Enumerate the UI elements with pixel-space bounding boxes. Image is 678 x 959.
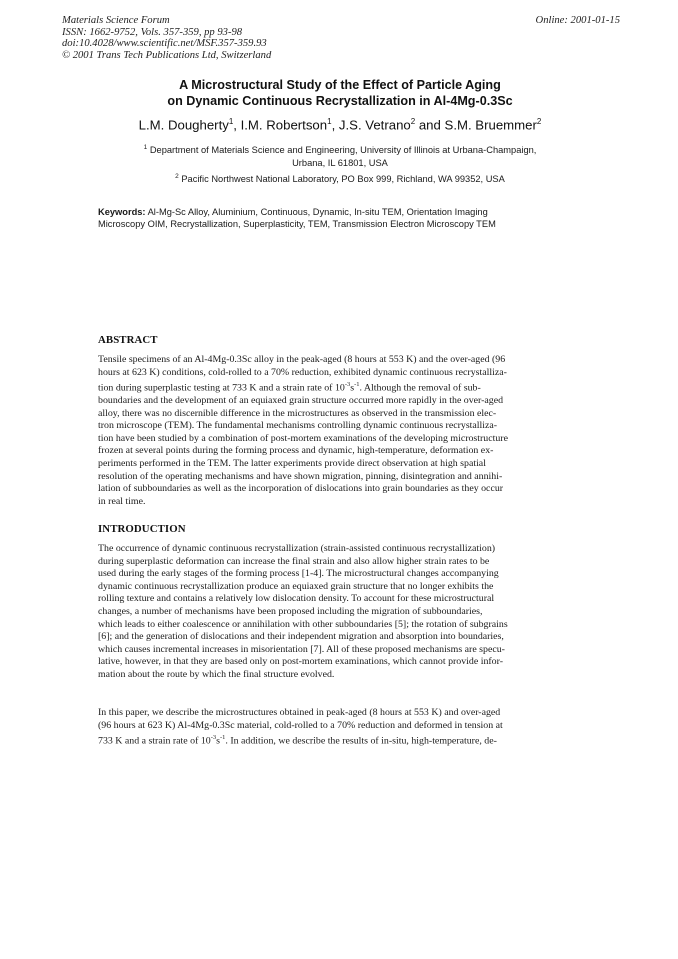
text-line: resolution of the operating mechanisms and have shown migration, pinning, disintegration and annihi-: [98, 470, 503, 482]
text-line: (96 hours at 623 K) Al-4Mg-0.3Sc material, cold-rolled to a 70% reduction and deformed in tension at: [98, 719, 503, 731]
text-line: mation about the route by which the final structure evolved.: [98, 668, 335, 680]
keywords-text: Microscopy OIM, Recrystallization, Superplasticity, TEM, Transmission Electron Microscopy TEM: [98, 219, 496, 230]
affiliation-text: Urbana, IL 61801, USA: [292, 157, 388, 168]
text-line: changes, a number of mechanisms have been proposed including the migration of subboundaries,: [98, 605, 483, 617]
author-separator: and: [415, 117, 445, 133]
text-line: periments performed in the TEM. The latter experiments provide direct observation at high spatial: [98, 458, 486, 470]
author-separator: ,: [331, 117, 339, 133]
affiliation-number: 2: [175, 173, 179, 180]
text-line: which causes incremental increases in misorientation [7]. All of these proposed mechanisms are specu-: [98, 643, 505, 655]
affiliation-2: [90, 171, 590, 186]
text-line: lative, however, in that they are based only on post-mortem examinations, which cannot provide infor-: [98, 656, 503, 668]
text-segment: . In addition, we describe the results of in-situ, high-temperature, de-: [225, 735, 497, 747]
text-line: [6]; and the generation of dislocations and their independent migration and absorption into boundaries,: [98, 631, 504, 643]
text-line: rolling texture and contains a relatively low dislocation density. To account for these microstructural: [98, 593, 495, 605]
text-segment: 733 K and a strain rate of 10: [98, 735, 211, 747]
superscript: -1: [354, 381, 360, 389]
text-line: which leads to either coalescence or annihilation with other subboundaries [5]; the rotation of subgrains: [98, 618, 508, 630]
doi-link[interactable]: doi:10.4028/www.scientific.net/MSF.357-359.93: [62, 38, 267, 50]
keywords-text: Al-Mg-Sc Alloy, Aluminium, Continuous, Dynamic, In-situ TEM, Orientation Imaging: [145, 207, 488, 217]
text-segment: . Although the removal of sub-: [359, 382, 481, 394]
journal-header: [62, 15, 482, 61]
author-affiliation-mark: 1: [327, 117, 332, 126]
superscript: -3: [344, 381, 351, 389]
title-line-2: on Dynamic Continuous Recrystallization in Al-4Mg-0.3Sc: [167, 93, 513, 108]
author-affiliation-mark: 2: [536, 117, 542, 126]
keywords-label: Keywords:: [98, 207, 146, 217]
text-line: hours at 623 K) conditions, cold-rolled to a 70% reduction, exhibited dynamic continuous recrystalliza-: [98, 366, 507, 378]
text-segment: s: [216, 735, 220, 747]
introduction-heading: INTRODUCTION: [98, 523, 186, 535]
author-name: I.M. Robertson: [240, 117, 328, 133]
author-name: S.M. Bruemmer: [444, 117, 537, 133]
superscript: -3: [210, 734, 217, 742]
text-line: Tensile specimens of an Al-4Mg-0.3Sc alloy in the peak-aged (8 hours at 553 K) and the over-aged (96: [98, 354, 506, 365]
author-name: J.S. Vetrano: [338, 117, 411, 133]
text-segment: s: [350, 382, 355, 394]
superscript: -1: [219, 734, 226, 742]
text-line: frozen at several points during the forming process and dynamic, high-temperature, deformation ex-: [98, 445, 494, 457]
text-line: tion have been studied by a combination of post-mortem examinations of the developing microstructure: [98, 432, 508, 444]
keywords-block: [98, 206, 568, 231]
text-line: In this paper, we describe the microstructures obtained in peak-aged (8 hours at 553 K) and over-aged: [98, 707, 501, 718]
text-line: in real time.: [98, 495, 146, 507]
affiliation-number: 1: [143, 144, 148, 151]
text-line: tron microscope (TEM). The fundamental mechanisms controlling dynamic continuous recrystalliza-: [98, 420, 498, 432]
author-affiliation-mark: 1: [228, 117, 234, 126]
introduction-paragraph-2: [98, 707, 568, 748]
text-line: used during the early stages of the forming process [1-4]. The microstructural changes accompanying: [98, 568, 499, 580]
text-line: The occurrence of dynamic continuous recrystallization (strain-assisted continuous recrystallization): [98, 543, 496, 554]
text-line: [98, 379, 568, 395]
affiliation-text: Pacific Northwest National Laboratory, PO Box 999, Richland, WA 99352, USA: [178, 174, 505, 185]
affiliation-text: Department of Materials Science and Engineering, University of Illinois at Urbana-Champaign,: [147, 145, 537, 156]
online-date: Online: 2001-01-15: [535, 15, 620, 26]
text-line: boundaries and the development of an equiaxed grain structure occurred more rapidly in the over-aged: [98, 395, 504, 407]
title-line-1: A Microstructural Study of the Effect of Particle Aging: [179, 78, 501, 92]
text-segment: tion during superplastic testing at 733 K and a strain rate of 10: [98, 382, 345, 394]
author-list: [80, 117, 600, 132]
introduction-paragraph-1: [98, 543, 568, 682]
paper-title: [100, 78, 580, 109]
text-line: dynamic continuous recrystallization produce an equiaxed grain structure that no longer exhibits the: [98, 580, 494, 592]
text-line: lation of subboundaries as well as the incorporation of dislocations into grain boundaries as they occur: [98, 483, 504, 495]
issn-line: ISSN: 1662-9752, Vols. 357-359, pp 93-98: [62, 26, 243, 38]
text-line: during superplastic deformation can increase the final strain and also allow higher strain rates to be: [98, 555, 490, 567]
journal-name: Materials Science Forum: [62, 15, 170, 26]
affiliation-1: [90, 142, 590, 169]
text-line: [98, 732, 568, 748]
copyright-line: © 2001 Trans Tech Publications Ltd, Switzerland: [62, 49, 272, 61]
abstract-paragraph: [98, 354, 568, 508]
text-line: alloy, there was no discernible difference in the microstructures as observed in the transmission elec-: [98, 407, 497, 419]
abstract-heading: ABSTRACT: [98, 334, 158, 346]
author-separator: ,: [233, 117, 241, 133]
author-affiliation-mark: 2: [410, 117, 416, 126]
author-name: L.M. Dougherty: [138, 117, 229, 133]
